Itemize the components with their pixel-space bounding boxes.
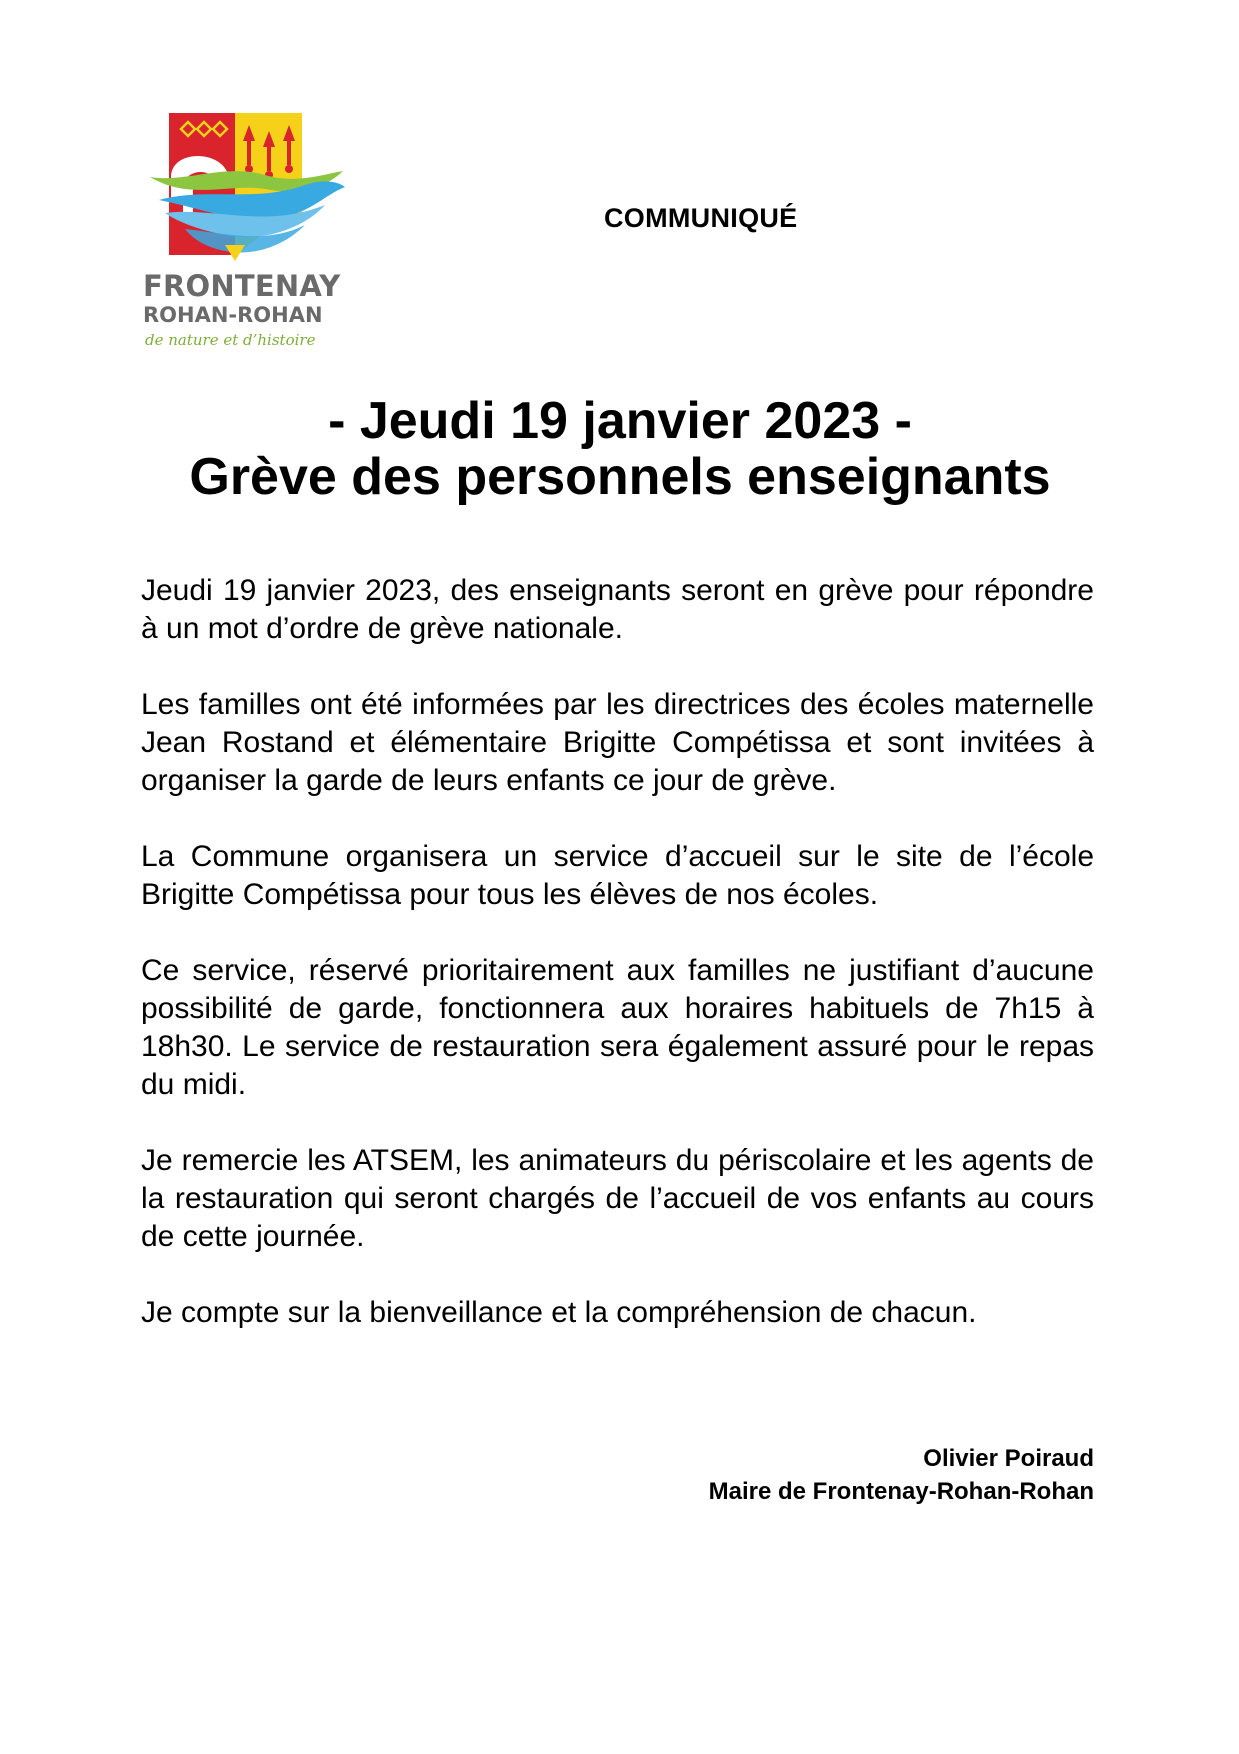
paragraph-service-hours: Ce service, réservé prioritairement aux familles ne justifiant d’aucune possibilité de garde, fonctionnera aux horaires habituels de 7h15 à 18h30. Le service de restauration sera également assuré pour le repas du midi. [141, 954, 1094, 1101]
communique-body [141, 572, 1094, 1370]
logo-tagline: de nature et d’histoire [145, 331, 316, 349]
document-type-label: COMMUNIQUÉ [604, 203, 798, 233]
signatory-name: Olivier Poiraud [923, 1445, 1094, 1472]
town-logo [140, 100, 350, 360]
logo-town-name-line1: FRONTENAY [143, 269, 341, 303]
signatory-role: Maire de Frontenay-Rohan-Rohan [708, 1478, 1094, 1505]
paragraph-reception-service: La Commune organisera un service d’accueil sur le site de l’école Brigitte Compétissa pour tous les élèves de nos écoles. [141, 840, 1094, 911]
paragraph-closing: Je compte sur la bienveillance et la compréhension de chacun. [141, 1296, 977, 1329]
paragraph-strike-announcement: Jeudi 19 janvier 2023, des enseignants seront en grève pour répondre à un mot d’ordre de grève nationale. [141, 574, 1094, 645]
paragraph-families-informed: Les familles ont été informées par les directrices des écoles maternelle Jean Rostand et élémentaire Brigitte Compétissa et sont invitées à organiser la garde de leurs enfants ce jour de grève. [141, 688, 1094, 797]
coat-of-arms-icon [145, 105, 345, 270]
title-date-line: - Jeudi 19 janvier 2023 - [328, 392, 912, 450]
title-subject-line: Grève des personnels enseignants [189, 448, 1051, 506]
paragraph-thanks: Je remercie les ATSEM, les animateurs du périscolaire et les agents de la restauration qui seront chargés de l’accueil de vos enfants au cours de cette journée. [141, 1144, 1094, 1253]
logo-town-name-line2: ROHAN-ROHAN [143, 303, 323, 327]
signature-block [709, 1442, 1094, 1508]
